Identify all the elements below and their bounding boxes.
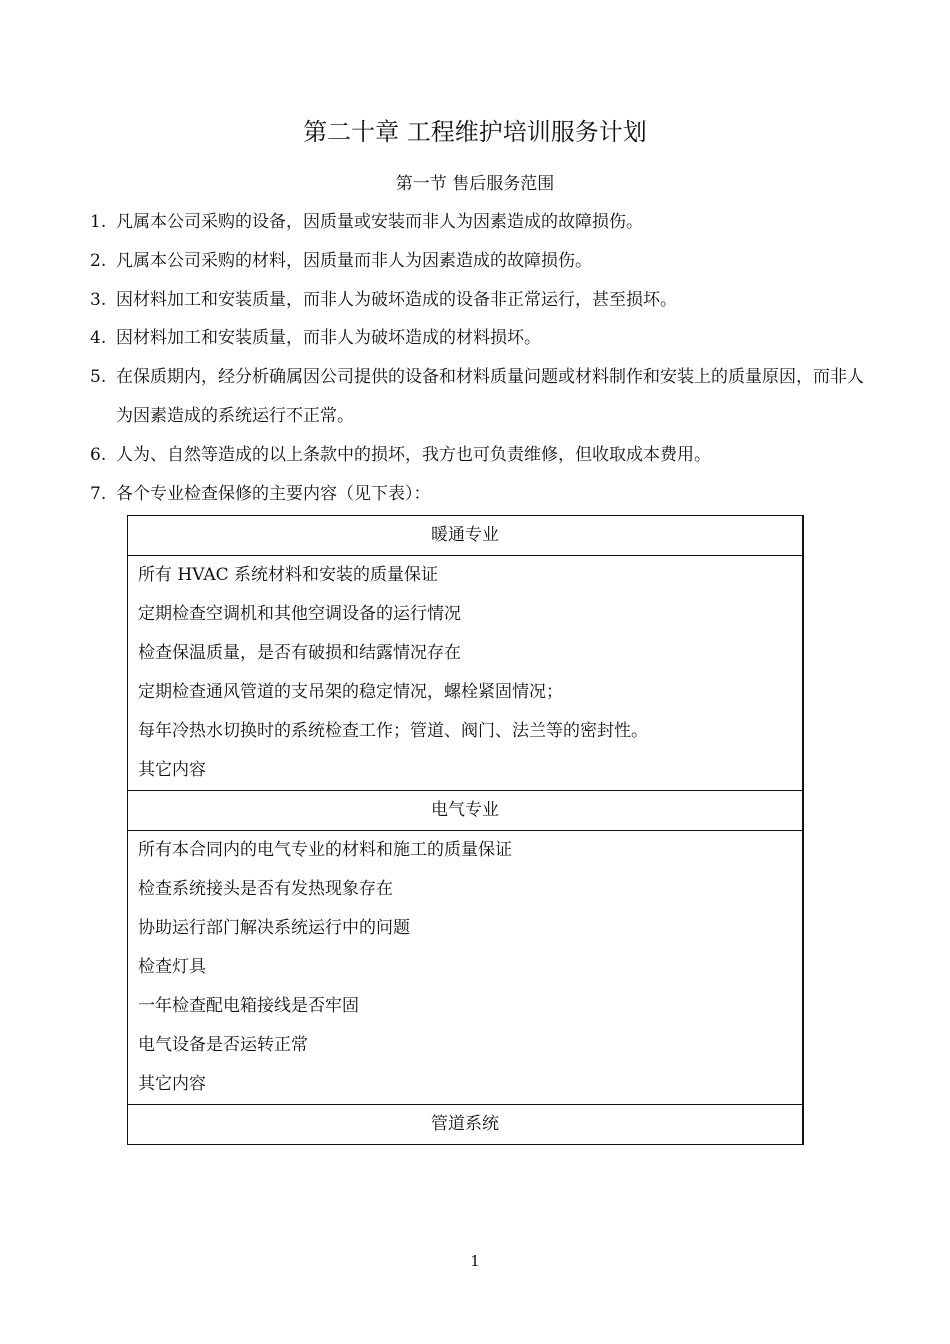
list-item [90, 281, 870, 320]
table-section-electrical [128, 831, 802, 1105]
list-item-text: 凡属本公司采购的材料，因质量而非人为因素造成的故障损伤。 [116, 250, 592, 271]
list-item-number: 3. [90, 289, 107, 310]
table-section-hvac [128, 556, 802, 791]
page-number: 1 [470, 1252, 480, 1270]
list-item-text: 因材料加工和安装质量，而非人为破坏造成的设备非正常运行，甚至损坏。 [116, 289, 677, 310]
list-item-number: 7. [90, 483, 107, 504]
table-row: 协助运行部门解决系统运行中的问题 [138, 918, 410, 938]
table-row: 电气设备是否运转正常 [138, 1035, 308, 1055]
table-row: 检查保温质量，是否有破损和结露情况存在 [138, 643, 461, 663]
table-row: 所有 HVAC 系统材料和安装的质量保证 [138, 565, 439, 585]
list-item [90, 358, 870, 436]
table-row: 定期检查空调机和其他空调设备的运行情况 [138, 604, 461, 624]
list-item-number: 4. [90, 328, 107, 349]
table-row: 每年冷热水切换时的系统检查工作；管道、阀门、法兰等的密封性。 [138, 721, 648, 741]
table-heading-piping: 管道系统 [431, 1114, 499, 1134]
list-item [90, 319, 870, 358]
chapter-title: 第二十章 工程维护培训服务计划 [303, 118, 647, 146]
service-scope-list [90, 203, 870, 513]
table-row: 一年检查配电箱接线是否牢固 [138, 996, 359, 1016]
list-item-text: 在保质期内，经分析确属因公司提供的设备和材料质量问题或材料制作和安装上的质量原因，而非人为因素造成的系统运行不正常。 [116, 367, 864, 426]
list-item [90, 475, 870, 514]
list-item-text: 凡属本公司采购的设备，因质量或安装而非人为因素造成的故障损伤。 [116, 212, 643, 232]
list-item-number: 2. [90, 250, 107, 271]
list-item [90, 436, 870, 475]
table-row: 检查系统接头是否有发热现象存在 [138, 879, 393, 899]
section-title: 第一节 售后服务范围 [395, 174, 555, 194]
list-item-number: 1. [90, 212, 107, 232]
table-row: 其它内容 [138, 760, 206, 780]
table-heading-electrical: 电气专业 [128, 791, 802, 831]
list-item-number: 6. [90, 444, 107, 465]
table-heading-hvac: 暖通专业 [128, 516, 802, 556]
maintenance-table [127, 515, 804, 1145]
table-row: 所有本合同内的电气专业的材料和施工的质量保证 [138, 840, 512, 860]
table-row: 定期检查通风管道的支吊架的稳定情况，螺栓紧固情况； [138, 682, 563, 702]
table-row: 检查灯具 [138, 957, 206, 977]
list-item [90, 242, 870, 281]
list-item-number: 5. [90, 367, 107, 388]
table-row: 其它内容 [138, 1074, 206, 1094]
list-item-text: 人为、自然等造成的以上条款中的损坏，我方也可负责维修，但收取成本费用。 [116, 444, 711, 465]
list-item-text: 因材料加工和安装质量，而非人为破坏造成的材料损坏。 [116, 328, 541, 349]
list-item [90, 203, 870, 242]
list-item-text: 各个专业检查保修的主要内容（见下表）： [116, 483, 431, 504]
